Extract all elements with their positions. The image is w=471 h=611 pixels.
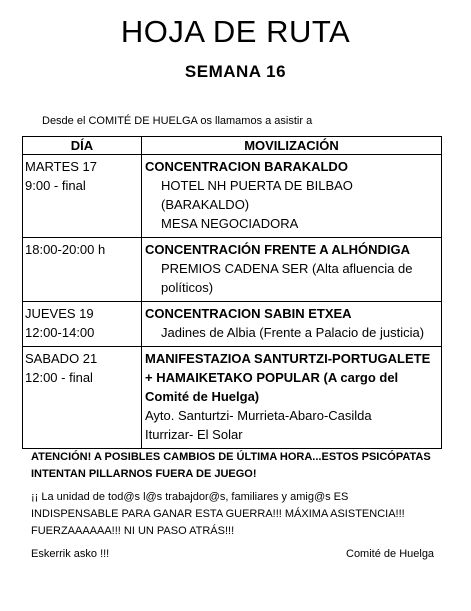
event-cell	[142, 302, 442, 347]
day-label: SABADO 21	[25, 351, 98, 366]
day-cell	[23, 155, 142, 238]
column-header-event: MOVILIZACIÓN	[142, 137, 442, 155]
time-label: 9:00 - final	[25, 178, 86, 193]
support-line: INDISPENSABLE PARA GANAR ESTA GUERRA!!! MÁXIMA ASISTENCIA!!!	[31, 508, 405, 520]
day-cell	[23, 302, 142, 347]
document-subtitle: SEMANA 16	[184, 62, 287, 81]
schedule-table	[22, 136, 442, 449]
event-cell	[142, 238, 442, 302]
warning-line: INTENTAN PILLARNOS FUERA DE JUEGO!	[31, 468, 257, 480]
warning-notice	[31, 449, 451, 483]
table-row	[23, 155, 442, 238]
day-cell	[23, 347, 142, 449]
table-row	[23, 347, 442, 449]
thanks-text: Eskerrik asko !!!	[31, 548, 110, 560]
intro-text: Desde el COMITÉ DE HUELGA os llamamos a asistir a	[42, 115, 313, 127]
event-cell	[142, 347, 442, 449]
event-title: CONCENTRACION SABIN ETXEA	[145, 306, 352, 321]
support-message	[31, 489, 451, 540]
warning-line: ATENCIÓN! A POSIBLES CAMBIOS DE ÚLTIMA HORA...ESTOS PSICÓPATAS	[31, 451, 431, 463]
event-detail: Ayto. Santurtzi- Murrieta-Abaro-Casilda	[145, 408, 372, 423]
event-detail: HOTEL NH PUERTA DE BILBAO (BARAKALDO)	[161, 178, 353, 212]
event-detail: PREMIOS CADENA SER (Alta afluencia de	[161, 261, 413, 276]
event-detail: Iturrizar- El Solar	[145, 427, 243, 442]
event-detail: MESA NEGOCIADORA	[161, 216, 299, 231]
column-header-day: DÍA	[23, 137, 142, 155]
table-row	[23, 302, 442, 347]
time-label: 12:00-14:00	[25, 325, 95, 340]
event-detail: Jadines de Albia (Frente a Palacio de justicia)	[161, 325, 425, 340]
event-title: CONCENTRACION BARAKALDO	[145, 159, 348, 174]
document-title: HOJA DE RUTA	[120, 14, 351, 49]
event-cell	[142, 155, 442, 238]
event-title: + HAMAIKETAKO POPULAR (A cargo del	[145, 370, 399, 385]
signature-text: Comité de Huelga	[346, 548, 435, 560]
day-label: MARTES 17	[25, 159, 98, 174]
event-title: MANIFESTAZIOA SANTURTZI-PORTUGALETE	[145, 351, 431, 366]
table-header-row	[23, 137, 442, 155]
time-label: 12:00 - final	[25, 370, 93, 385]
event-detail: políticos)	[161, 280, 214, 295]
event-title: CONCENTRACIÓN FRENTE A ALHÓNDIGA	[145, 242, 411, 257]
event-title: Comité de Huelga)	[145, 389, 260, 404]
time-label: 18:00-20:00 h	[25, 242, 106, 257]
day-cell	[23, 238, 142, 302]
day-label: JUEVES 19	[25, 306, 94, 321]
support-line: ¡¡ La unidad de tod@s l@s trabajdor@s, familiares y amig@s ES	[31, 491, 349, 503]
support-line: FUERZAAAAAA!!! NI UN PASO ATRÁS!!!	[31, 525, 235, 537]
table-row	[23, 238, 442, 302]
